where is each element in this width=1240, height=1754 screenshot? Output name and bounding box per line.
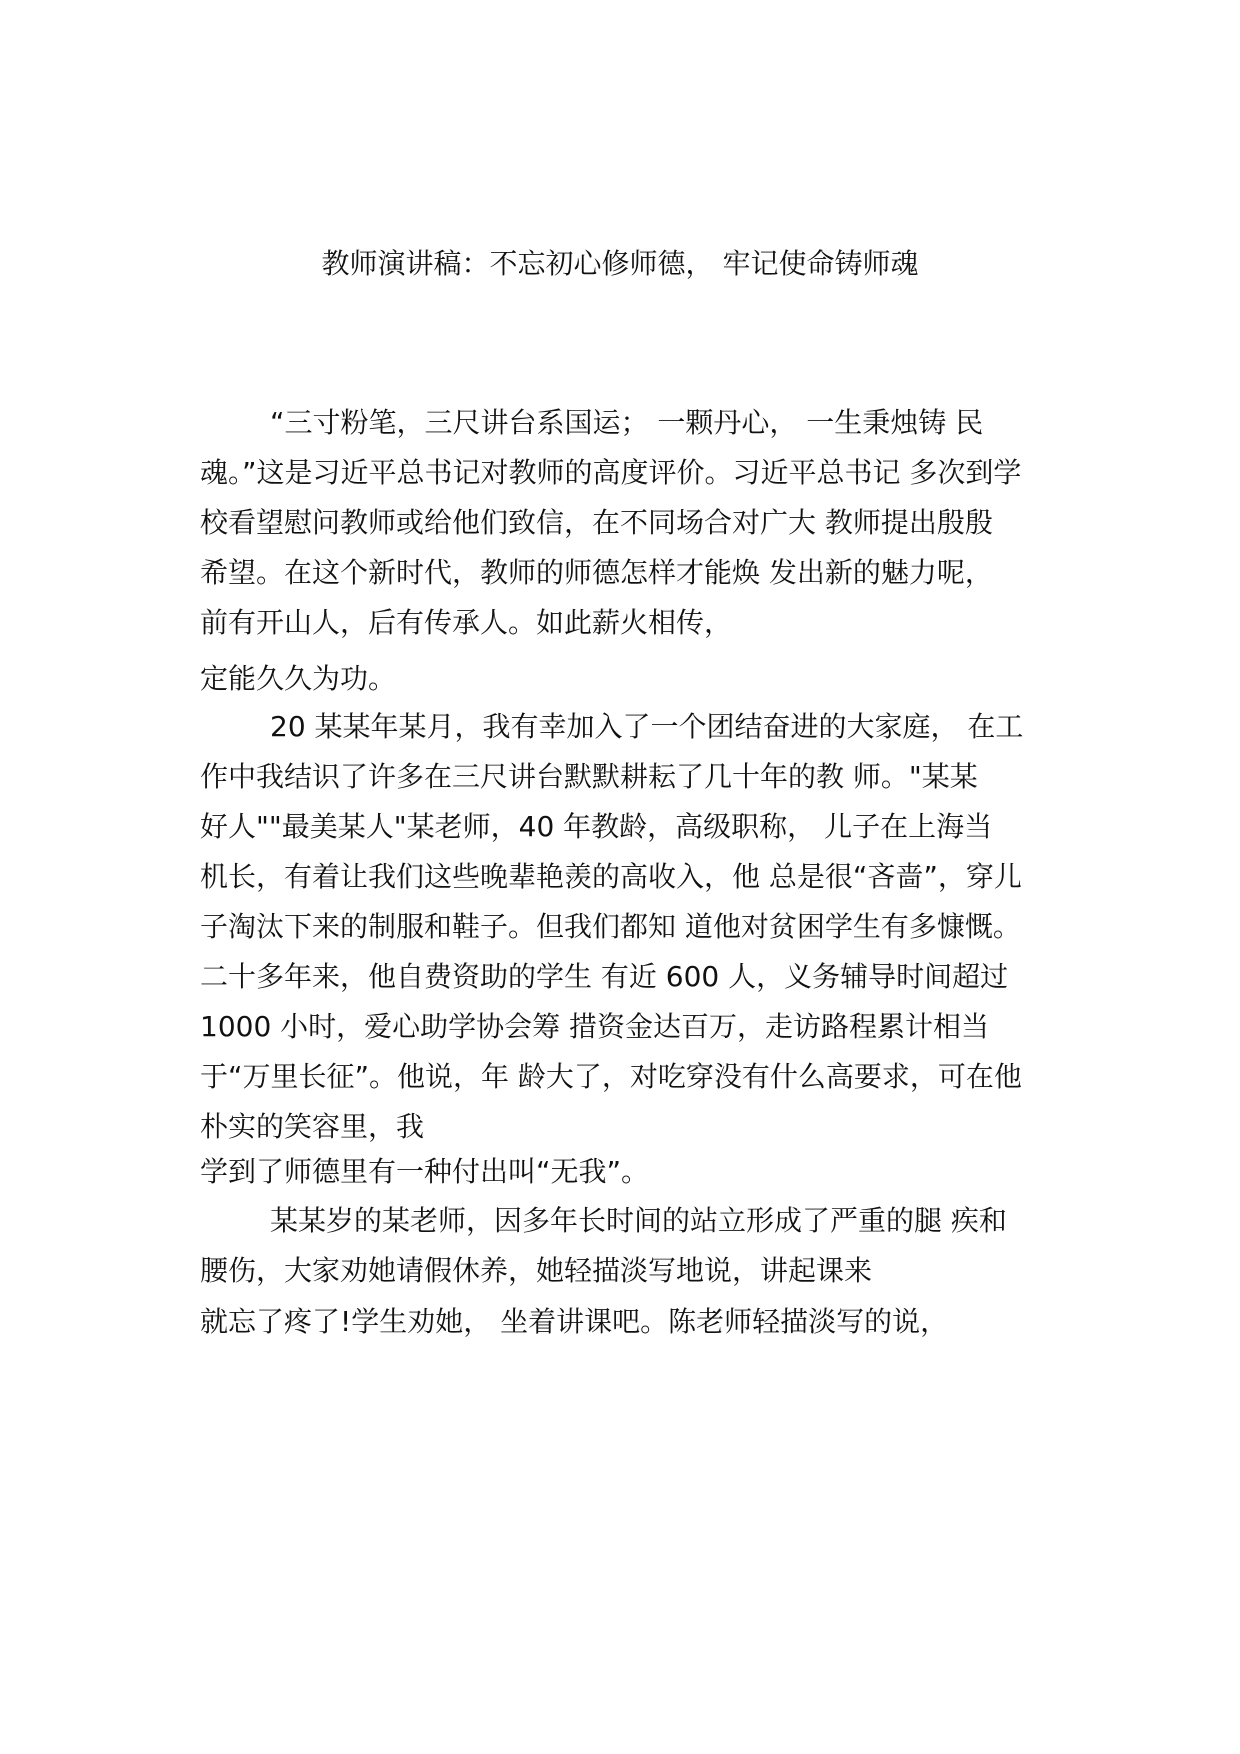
paragraph-2-line-8: 于“万里长征”。他说，年 龄大了，对吃穿没有什么高要求，可在他 (200, 1060, 1022, 1093)
paragraph-2-line-4: 机长，有着让我们这些晚辈艳羡的高收入，他 总是很“吝啬”，穿儿 (200, 860, 1022, 893)
paragraph-2-line-2: 作中我结识了许多在三尺讲台默默耕耘了几十年的教 师。"某某 (200, 760, 978, 793)
paragraph-2-line-7: 1000 小时，爱心助学协会筹 措资金达百万，走访路程累计相当 (200, 1010, 990, 1043)
paragraph-1-tail (200, 654, 1100, 704)
paragraph-1-line-5: 前有开山人，后有传承人。如此薪火相传， (200, 606, 733, 639)
paragraph-3-tail-line: 就忘了疼了!学生劝她， 坐着讲课吧。陈老师轻描淡写的说， (200, 1305, 949, 1338)
paragraph-3-tail (200, 1297, 1100, 1347)
paragraph-2-line-1: 20 某某年某月，我有幸加入了一个团结奋进的大家庭， 在工 (270, 710, 1024, 743)
paragraph-1-line-1: “三寸粉笔，三尺讲台系国运； 一颗丹心， 一生秉烛铸 民 (270, 406, 984, 439)
paragraph-2 (200, 702, 1100, 1152)
paragraph-3 (200, 1196, 1100, 1296)
paragraph-2-line-6: 二十多年来，他自费资助的学生 有近 600 人，义务辅导时间超过 (200, 960, 1009, 993)
paragraph-1-line-4: 希望。在这个新时代，教师的师德怎样才能焕 发出新的魅力呢， (200, 556, 993, 589)
paragraph-2-line-3: 好人""最美某人"某老师，40 年教龄，高级职称， 儿子在上海当 (200, 810, 993, 843)
paragraph-1-line-3: 校看望慰问教师或给他们致信，在不同场合对广大 教师提出殷殷 (200, 506, 993, 539)
paragraph-1 (200, 398, 1100, 648)
paragraph-1-line-2: 魂。”这是习近平总书记对教师的高度评价。习近平总书记 多次到学 (200, 456, 1022, 489)
paragraph-3-line-1: 某某岁的某老师，因多年长时间的站立形成了严重的腿 疾和 (270, 1204, 1007, 1237)
paragraph-2-line-5: 子淘汰下来的制服和鞋子。但我们都知 道他对贫困学生有多慷慨。 (200, 910, 1021, 943)
paragraph-1-tail-line: 定能久久为功。 (200, 662, 397, 695)
document-title: 教师演讲稿：不忘初心修师德， 牢记使命铸师魂 (321, 247, 919, 280)
paragraph-3-line-2: 腰伤，大家劝她请假休养，她轻描淡写地说，讲起课来 (200, 1254, 873, 1287)
paragraph-2-tail-line: 学到了师德里有一种付出叫“无我”。 (200, 1155, 650, 1188)
paragraph-2-line-9: 朴实的笑容里，我 (200, 1110, 425, 1143)
paragraph-2-tail (200, 1147, 1100, 1197)
